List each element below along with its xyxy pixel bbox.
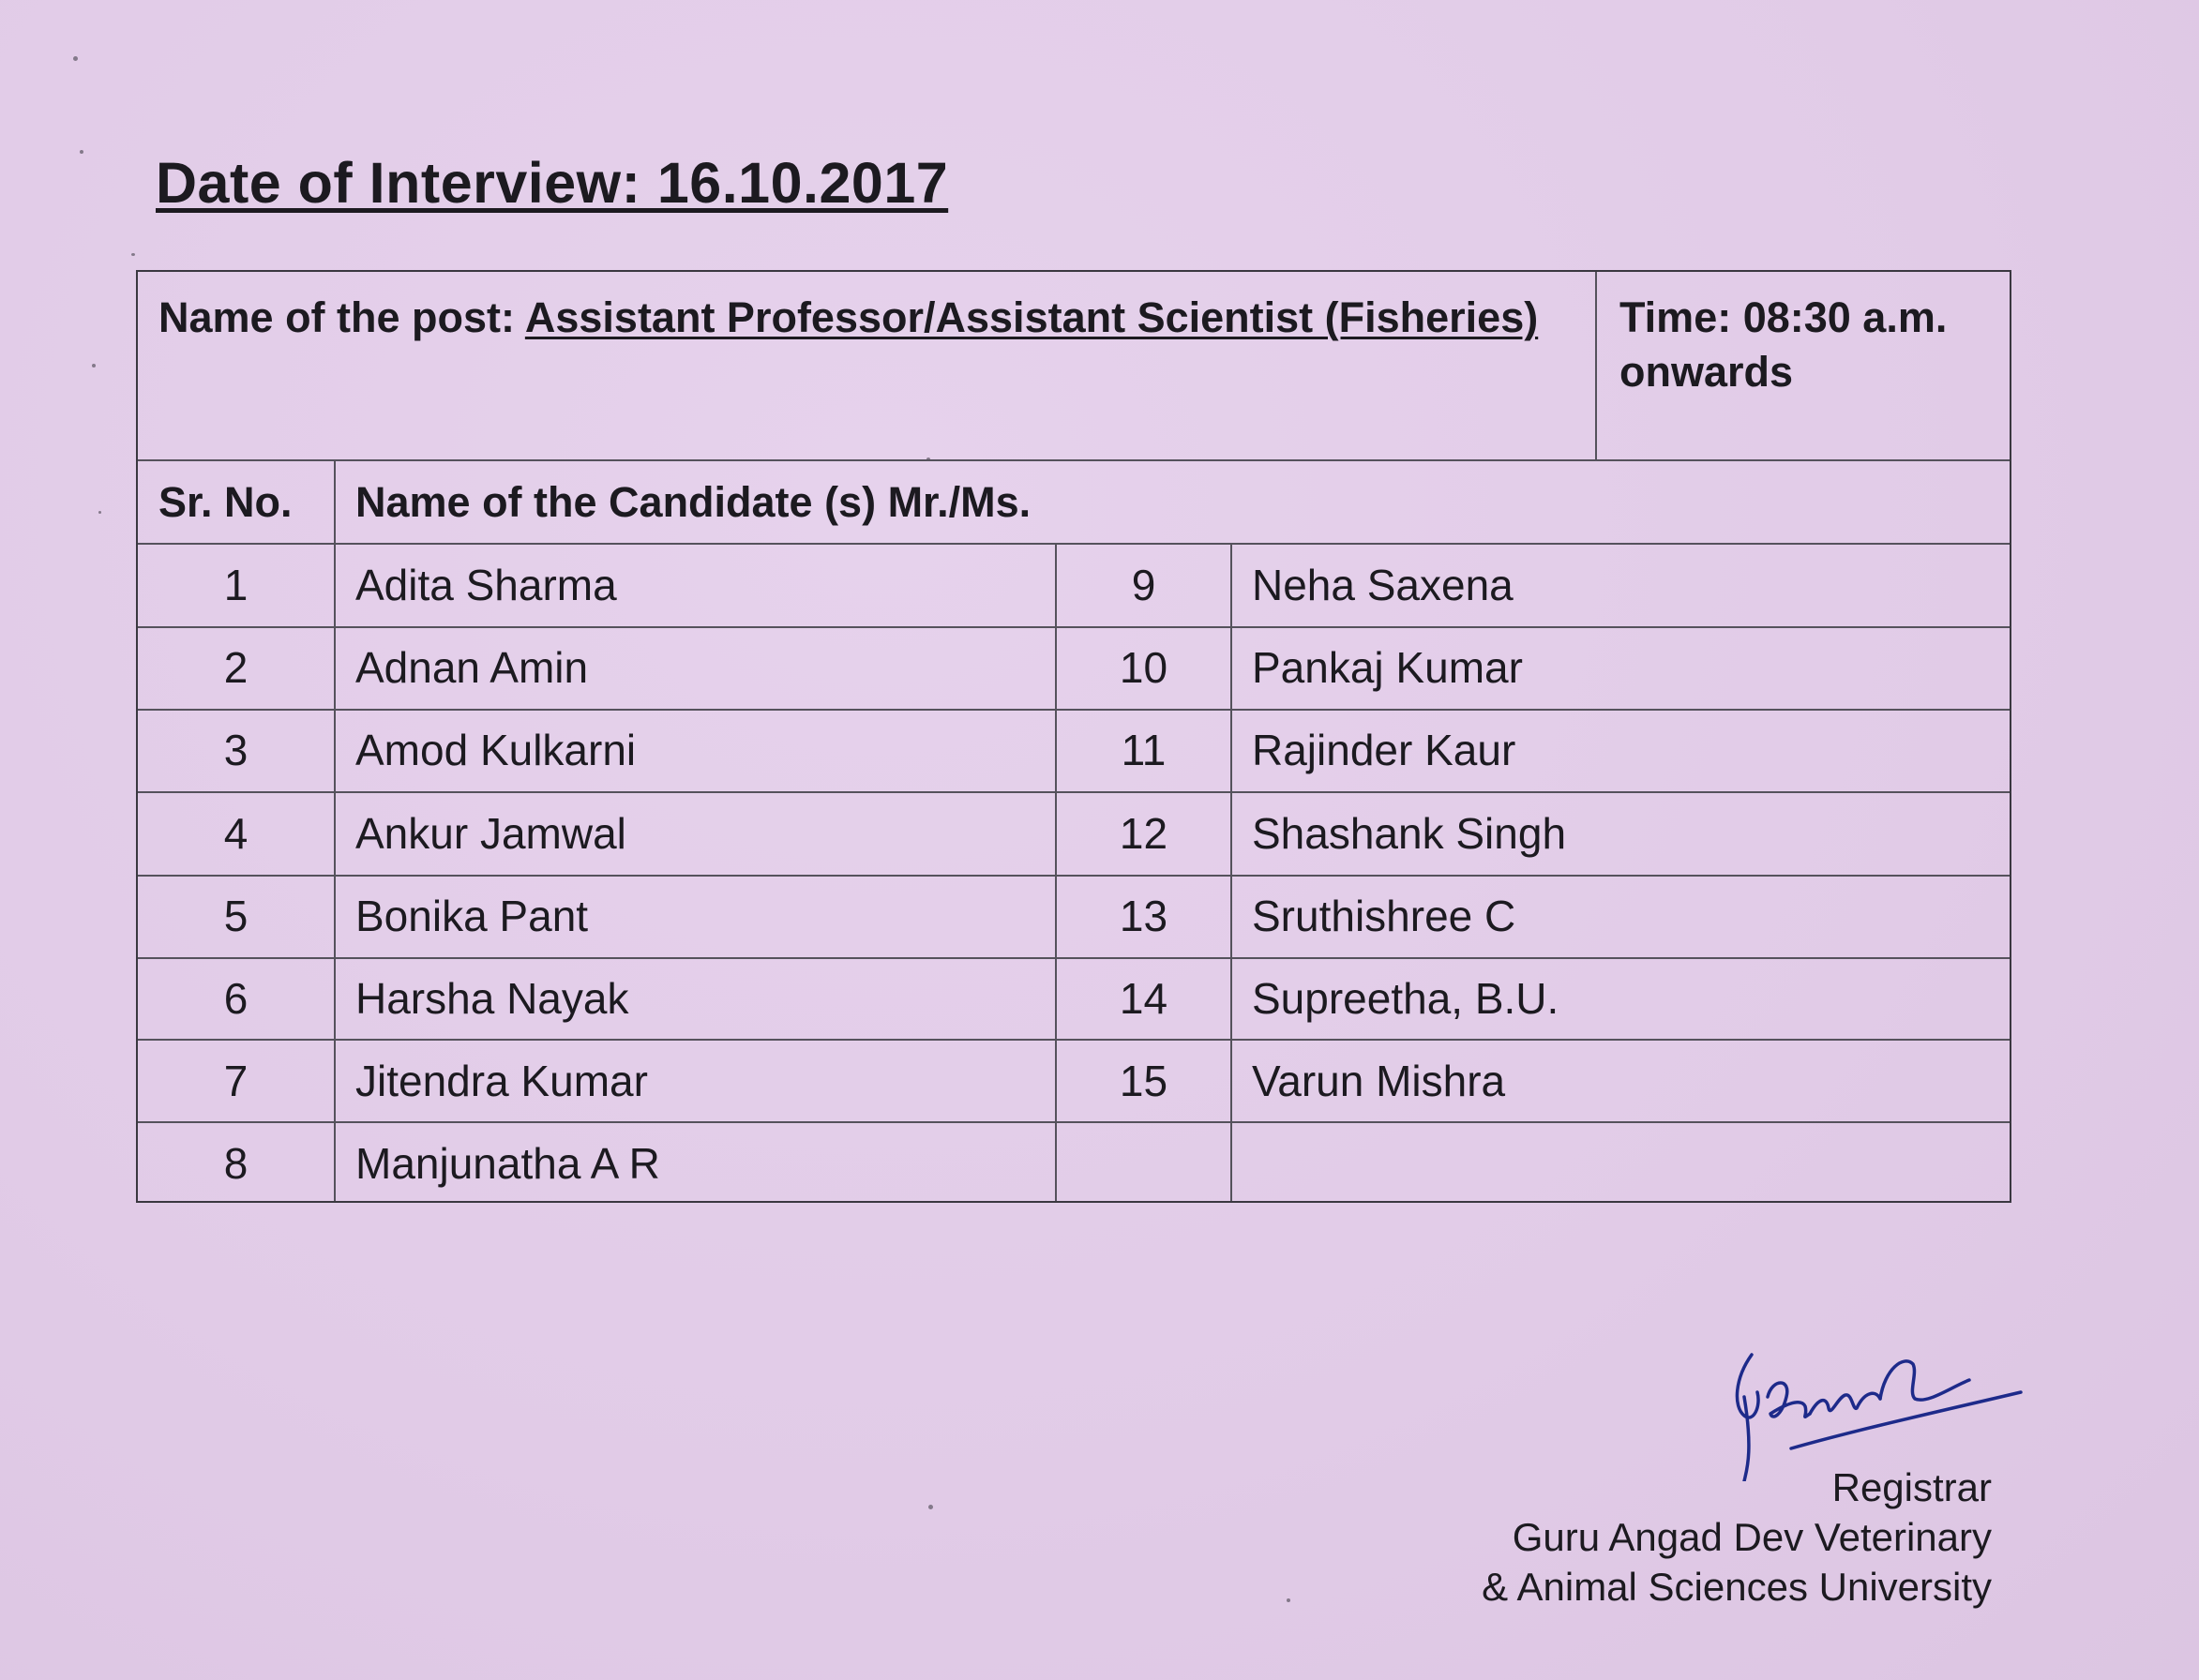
candidate-name: Adnan Amin <box>355 643 589 692</box>
table-divider <box>138 1121 2010 1123</box>
sr-number: 12 <box>1119 809 1168 858</box>
table-divider <box>334 459 336 1201</box>
table-divider <box>138 459 2010 461</box>
candidate-name: Bonika Pant <box>355 892 589 940</box>
sr-number: 4 <box>223 809 249 858</box>
sr-number: 11 <box>1121 726 1167 774</box>
scan-speck <box>131 253 135 256</box>
sr-number: 7 <box>223 1057 249 1105</box>
scan-speck <box>1287 1598 1290 1602</box>
scan-speck <box>98 511 101 514</box>
scan-speck <box>73 56 78 61</box>
sr-number: 6 <box>223 974 249 1023</box>
candidate-name: Neha Saxena <box>1252 561 1514 609</box>
page-title: Date of Interview: 16.10.2017 <box>156 151 949 215</box>
sr-number: 8 <box>223 1139 249 1188</box>
signatory-org-line2: & Animal Sciences University <box>1482 1565 1992 1609</box>
candidate-name: Shashank Singh <box>1252 809 1567 858</box>
candidate-name: Varun Mishra <box>1252 1057 1506 1105</box>
candidate-name: Sruthishree C <box>1252 892 1516 940</box>
signature-graphic <box>1716 1341 2026 1481</box>
candidate-name: Harsha Nayak <box>355 974 629 1023</box>
interview-table <box>136 270 2011 1203</box>
scan-speck <box>928 1505 933 1509</box>
candidate-name: Jitendra Kumar <box>355 1057 648 1105</box>
candidate-name: Rajinder Kaur <box>1252 726 1516 774</box>
sr-number: 1 <box>223 561 249 609</box>
scan-speck <box>80 150 83 154</box>
sr-number: 5 <box>223 892 249 940</box>
signatory-designation: Registrar <box>1831 1465 1992 1509</box>
table-divider <box>138 791 2010 793</box>
post-label: Name of the post: <box>158 293 525 341</box>
sr-number: 13 <box>1119 892 1168 940</box>
post-name <box>158 291 1565 345</box>
sr-number: 10 <box>1119 643 1168 692</box>
table-divider <box>138 957 2010 959</box>
signatory-org-line1: Guru Angad Dev Veterinary <box>1512 1515 1992 1559</box>
scan-speck <box>92 364 96 368</box>
signatory-block <box>1482 1462 1992 1612</box>
post-value: Assistant Professor/Assistant Scientist (Fisheries) <box>524 293 1539 341</box>
sr-number: 9 <box>1131 561 1156 609</box>
sr-number: 14 <box>1119 974 1168 1023</box>
table-divider <box>138 709 2010 711</box>
table-divider <box>138 1039 2010 1041</box>
table-divider <box>1230 543 1232 1201</box>
candidate-name: Adita Sharma <box>355 561 617 609</box>
sr-number: 2 <box>223 643 249 692</box>
candidate-name: Pankaj Kumar <box>1252 643 1523 692</box>
candidate-name: Manjunatha A R <box>355 1139 660 1188</box>
sr-no-header: Sr. No. <box>158 478 293 526</box>
table-divider <box>138 626 2010 628</box>
candidate-name-header: Name of the Candidate (s) Mr./Ms. <box>355 478 1032 526</box>
table-divider <box>138 543 2010 545</box>
sr-number: 15 <box>1119 1057 1168 1105</box>
sr-number: 3 <box>223 726 249 774</box>
candidate-name: Supreetha, B.U. <box>1252 974 1559 1023</box>
candidate-name: Ankur Jamwal <box>355 809 626 858</box>
table-divider <box>1595 272 1597 459</box>
candidate-name: Amod Kulkarni <box>355 726 637 774</box>
table-divider <box>138 875 2010 877</box>
interview-time: Time: 08:30 a.m. onwards <box>1619 293 1948 396</box>
